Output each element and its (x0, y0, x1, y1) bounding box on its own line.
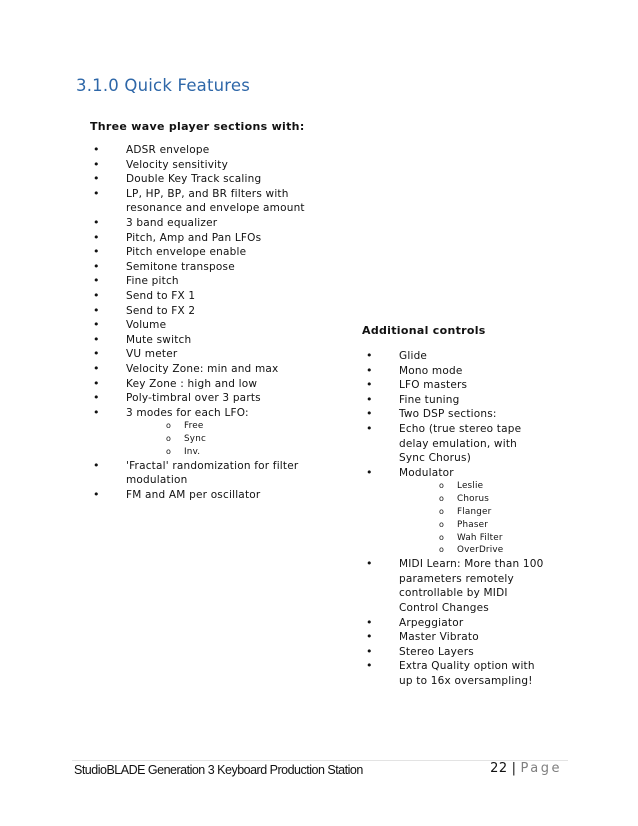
feature-list-item (93, 143, 323, 158)
feature-list-item (366, 645, 546, 660)
feature-text: Velocity Zone: min and max (126, 362, 279, 375)
section-heading: 3.1.0 Quick Features (76, 76, 251, 95)
feature-text: Fine tuning (399, 393, 460, 406)
feature-sub-list (126, 420, 323, 458)
feature-list-item (93, 488, 323, 503)
feature-list-item (366, 364, 546, 379)
feature-list-item (93, 245, 323, 260)
footer-document-title: StudioBLADE Generation 3 Keyboard Production Station (74, 763, 363, 777)
feature-text: Stereo Layers (399, 645, 474, 658)
page-label: Page (520, 761, 562, 776)
feature-text: Fine pitch (126, 275, 179, 288)
feature-list-item (366, 378, 546, 393)
feature-text: Pitch, Amp and Pan LFOs (126, 231, 262, 244)
feature-text: 'Fractal' randomization for filter modulation (126, 459, 299, 487)
feature-list-item (366, 393, 546, 408)
feature-text: Send to FX 2 (126, 304, 196, 317)
feature-text: Key Zone : high and low (126, 377, 258, 390)
feature-list-item (93, 289, 323, 304)
feature-text: Pitch envelope enable (126, 246, 247, 259)
feature-sub-item: o Sync (126, 433, 323, 446)
feature-sub-item: o Phaser (399, 519, 546, 532)
feature-text: Extra Quality option with up to 16x oversampling! (399, 660, 535, 687)
right-feature-list (366, 349, 546, 688)
feature-list-item (366, 630, 546, 645)
page-number: 22 (490, 761, 508, 776)
feature-text: Mute switch (126, 333, 192, 346)
feature-list-item (93, 274, 323, 289)
feature-text: Velocity sensitivity (126, 158, 228, 171)
feature-list-item (93, 158, 323, 173)
feature-text: Semitone transpose (126, 260, 235, 273)
feature-text: Glide (399, 350, 428, 362)
feature-list-item (366, 407, 546, 422)
feature-list-item (93, 391, 323, 406)
feature-sub-item: o Flanger (399, 506, 546, 519)
feature-text: Master Vibrato (399, 631, 479, 644)
feature-text: Arpeggiator (399, 616, 464, 629)
feature-list-item (93, 377, 323, 392)
feature-text: Volume (126, 319, 167, 332)
feature-text: Poly-timbral over 3 parts (126, 392, 261, 405)
feature-list-item (93, 304, 323, 319)
feature-list-item (93, 172, 323, 187)
feature-sub-item: o Wah Filter (399, 532, 546, 545)
feature-sub-item: o Inv. (126, 446, 323, 459)
feature-text: 3 band equalizer (126, 216, 218, 229)
feature-text: VU meter (126, 348, 178, 361)
feature-text: Double Key Track scaling (126, 173, 262, 186)
feature-list-item (93, 318, 323, 333)
feature-list-item (366, 422, 546, 466)
feature-text: LP, HP, BP, and BR filters with resonance and envelope amount (126, 187, 305, 215)
feature-text: Echo (true stereo tape delay emulation, with Sync Chorus) (399, 422, 522, 465)
feature-list-item (93, 362, 323, 377)
feature-list-item (366, 616, 546, 631)
feature-text: LFO masters (399, 379, 468, 392)
feature-list-item (366, 557, 546, 615)
feature-list-item (93, 216, 323, 231)
feature-list-item (93, 459, 323, 488)
feature-list-item (366, 349, 546, 364)
feature-list-item (93, 260, 323, 275)
left-section-title: Three wave player sections with: (90, 120, 305, 133)
feature-sub-item: o Free (126, 420, 323, 433)
feature-text: MIDI Learn: More than 100 parameters remotely controllable by MIDI Control Changes (399, 558, 544, 614)
feature-text: Modulator (399, 466, 454, 479)
feature-sub-item: o Leslie (399, 480, 546, 493)
feature-text: 3 modes for each LFO: (126, 406, 249, 419)
feature-text: Two DSP sections: (399, 408, 497, 421)
feature-text: FM and AM per oscillator (126, 488, 261, 501)
feature-sub-list (399, 480, 546, 557)
feature-list-item (93, 406, 323, 459)
feature-list-item (93, 347, 323, 362)
feature-list-item (366, 466, 546, 557)
feature-text: Mono mode (399, 364, 463, 377)
left-feature-list (93, 143, 323, 502)
right-section-title: Additional controls (362, 324, 486, 337)
feature-list-item (366, 659, 546, 688)
feature-list-item (93, 187, 323, 216)
feature-list-item (93, 333, 323, 348)
footer-page-indicator (490, 761, 562, 776)
feature-sub-item: o OverDrive (399, 544, 546, 557)
page-separator: | (511, 761, 517, 776)
feature-text: ADSR envelope (126, 144, 210, 156)
feature-text: Send to FX 1 (126, 289, 196, 302)
feature-list-item (93, 231, 323, 246)
feature-sub-item: o Chorus (399, 493, 546, 506)
